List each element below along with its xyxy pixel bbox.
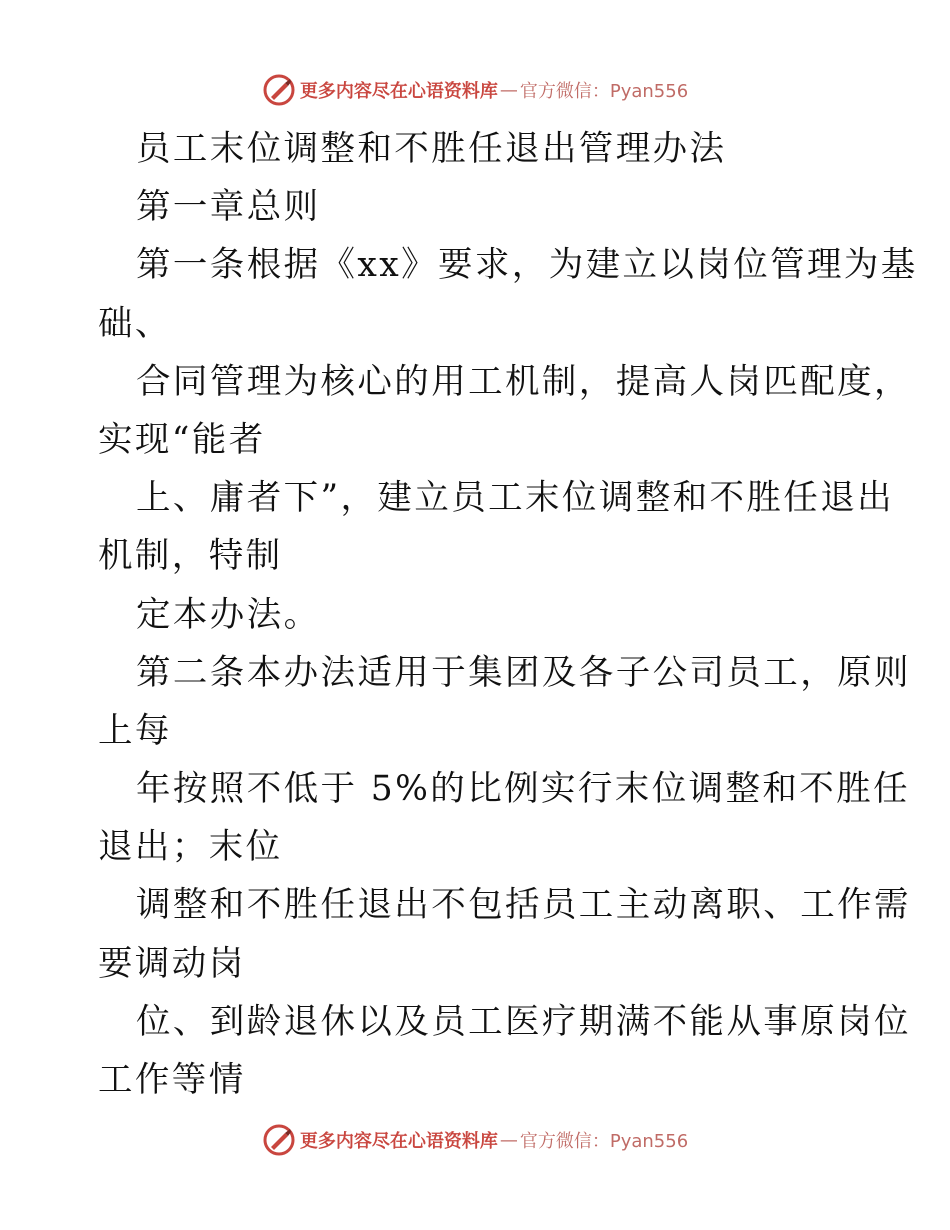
paragraph-line: 退出；末位 [98,827,283,868]
quill-seal-logo-icon [262,1123,296,1157]
banner-red-text: 更多内容尽在心语资料库 [299,1131,498,1152]
paragraph-line: 上、庸者下”，建立员工末位调整和不胜任退出 [136,478,895,519]
paragraph-line: 础、 [98,303,172,344]
paragraph-line: 第二条本办法适用于集团及各子公司员工，原则 [136,652,911,693]
quill-seal-logo-icon [262,73,296,107]
paragraph-line: 第一条根据《xx》要求，为建立以岗位管理为基 [136,245,918,286]
chapter-heading: 第一章总则 [136,187,321,228]
document-title: 员工末位调整和不胜任退出管理办法 [136,129,727,169]
watermark-banner-top [0,70,950,110]
paragraph-line: 定本办法。 [136,594,321,635]
banner-red-text: 更多内容尽在心语资料库 [299,81,498,102]
banner-dash: — [499,79,518,101]
paragraph-line: 机制，特制 [98,536,283,577]
paragraph-line: 调整和不胜任退出不包括员工主动离职、工作需 [136,885,911,926]
banner-dash: — [499,1129,518,1151]
paragraph-line: 要调动岗 [98,943,246,984]
paragraph-line: 实现“能者 [98,419,266,460]
paragraph-line: 上每 [98,710,172,751]
paragraph-line: 年按照不低于 5%的比例实行末位调整和不胜任 [136,769,910,810]
paragraph-line: 工作等情 [98,1060,246,1100]
paragraph-line: 合同管理为核心的用工机制，提高人岗匹配度， [136,361,911,402]
watermark-banner-bottom [0,1120,950,1160]
banner-wechat-text: 官方微信：Pyan556 [519,81,689,102]
document-body [98,120,918,1109]
paragraph-line: 位、到龄退休以及员工医疗期满不能从事原岗位 [136,1001,911,1042]
banner-wechat-text: 官方微信：Pyan556 [519,1131,689,1152]
